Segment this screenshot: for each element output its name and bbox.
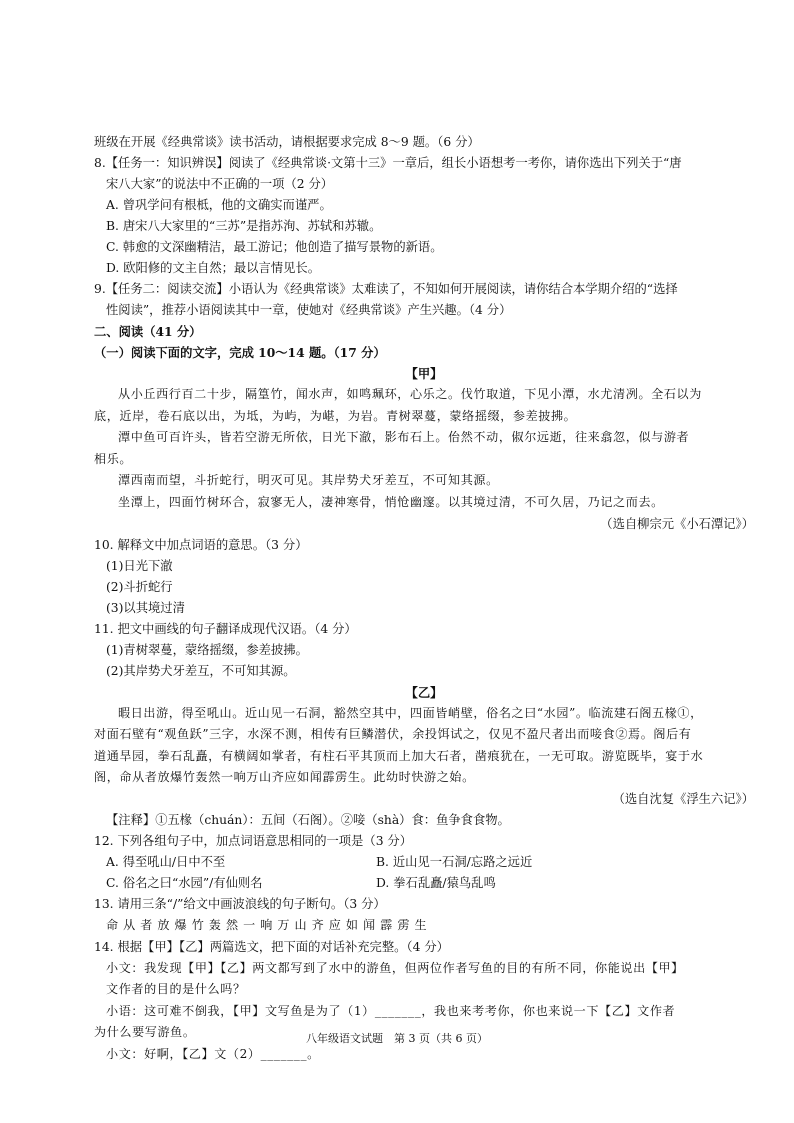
q11-item: (1)青树翠蔓，蒙络摇缀，参差披拂。 xyxy=(106,642,308,657)
q8-option-c: C. 韩愈的文深幽精洁，最工游记；他创造了描写景物的新语。 xyxy=(106,240,443,254)
passage-jia-line: 坐潭上，四面竹树环合，寂寥无人，凄神寒骨，悄怆幽邃。以其境过清，不可久居，乃记之而去。 xyxy=(118,494,664,509)
q9-line1: 9.【任务二：阅读交流】小语认为《经典常谈》太难读了，不知如何开展阅读，请你结合本学期介绍的“选择 xyxy=(94,282,678,296)
q10-item: (1)日光下澈 xyxy=(106,558,173,573)
passage-yi-line: 道通旱园，拳石乱矗，有横阔如掌者，有柱石平其顶而上加大石者，凿痕犹在，一无可取。游览既毕，宴于水 xyxy=(94,748,704,763)
q11-stem: 11. 把文中画线的句子翻译成现代汉语。（4 分） xyxy=(94,621,357,636)
q12-option-a: A. 得至吼山/日中不至 xyxy=(106,854,226,869)
q10-stem: 10. 解释文中加点词语的意思。（3 分） xyxy=(94,537,308,552)
q12-option-d: D. 拳石乱矗/猿鸟乱鸣 xyxy=(376,875,496,890)
q12-row-cd xyxy=(94,873,754,894)
passage-yi-line: 暇日出游，得至吼山。近山见一石洞，豁然空其中，四面皆峭壁，俗名之曰“水园”。临流建石阁五椽①， xyxy=(118,705,703,720)
part-heading-1: （一）阅读下面的文字，完成 10～14 题。（17 分） xyxy=(94,345,386,360)
passage-jia-line: 底，近岸，卷石底以出，为坻，为屿，为嵁，为岩。青树翠蔓，蒙络摇缀，参差披拂。 xyxy=(94,408,577,423)
passage-yi-source: （选自沈复《浮生六记》） xyxy=(612,791,754,806)
q12-row-ab xyxy=(94,852,754,873)
passage-jia-line: 从小丘西行百二十步，隔篁竹，闻水声，如鸣珮环，心乐之。伐竹取道，下见小潭，水尤清冽。全石以为 xyxy=(118,387,702,401)
intro-text: 班级在开展《经典常谈》读书活动，请根据要求完成 8～9 题。（6 分） xyxy=(94,135,480,149)
q14-stem: 14. 根据【甲】【乙】两篇选文，把下面的对话补充完整。（4 分） xyxy=(94,939,449,954)
passage-jia-line: 潭中鱼可百许头，皆若空游无所依，日光下澈，影布石上。佁然不动，俶尔远逝，往来翕忽，似与游者 xyxy=(118,430,690,445)
q8-option-b: B. 唐宋八大家里的“三苏”是指苏洵、苏轼和苏辙。 xyxy=(106,219,382,233)
section-heading-reading: 二、阅读（41 分） xyxy=(94,324,202,339)
q8-option-a: A. 曾巩学问有根柢，他的文确实而谨严。 xyxy=(106,198,332,212)
page-footer: 八年级语文试题 第 3 页（共 6 页） xyxy=(306,1032,488,1045)
q13-stem: 13. 请用三条“/”给文中画波浪线的句子断句。（3 分） xyxy=(94,896,386,911)
q8-option-d: D. 欧阳修的文主自然；最以言情见长。 xyxy=(106,261,320,275)
passage-jia-title: 【甲】 xyxy=(405,366,443,381)
passage-jia-source: （选自柳宗元《小石潭记》） xyxy=(600,516,754,531)
passage-yi-line: 对面石壁有“观鱼跃”三字，水深不测，相传有巨鳞潜伏，余投饵试之，仅见不盈尺者出而唼食②焉。阁后有 xyxy=(94,727,692,742)
q13-sentence: 命 从 者 放 爆 竹 轰 然 一 响 万 山 齐 应 如 闻 霹 雳 生 xyxy=(106,917,428,932)
q14-dialog-line: 小文：我发现【甲】【乙】两文都写到了水中的游鱼，但两位作者写鱼的目的有所不同，你能说出【甲】 xyxy=(106,960,684,975)
q12-option-c: C. 俗名之曰“水园”/有仙则名 xyxy=(106,875,263,890)
q8-stem-line2: 宋八大家”的说法中不正确的一项（2 分） xyxy=(106,177,334,191)
passage-yi-line: 阁，命从者放爆竹轰然一响万山齐应如闻霹雳生。此幼时快游之始。 xyxy=(94,770,475,785)
q9-line2: 性阅读”，推荐小语阅读其中一章，使她对《经典常谈》产生兴趣。（4 分） xyxy=(106,303,512,317)
passage-yi-title: 【乙】 xyxy=(405,684,443,700)
q10-item: (3)以其境过清 xyxy=(106,600,185,615)
q12-option-b: B. 近山见一石洞/忘路之远近 xyxy=(376,854,533,869)
passage-yi-note: 【注释】①五椽（chuán）：五间（石阁）。②唼（shà）食：鱼争食食物。 xyxy=(106,812,510,827)
passage-jia-line: 相乐。 xyxy=(94,451,133,466)
q14-dialog-line: 小语：这可难不倒我，【甲】文写鱼是为了（1）_______，我也来考考你，你也来说一下【乙】文作者 xyxy=(106,1003,676,1018)
passage-jia-line: 潭西南而望，斗折蛇行，明灭可见。其岸势犬牙差互，不可知其源。 xyxy=(118,473,499,488)
q14-dialog-line: 为什么要写游鱼。 xyxy=(94,1025,196,1040)
q14-dialog-line: 小文：好啊，【乙】文（2）_______。 xyxy=(106,1046,320,1061)
q11-item: (2)其岸势犬牙差互，不可知其源。 xyxy=(106,663,296,678)
q14-dialog-line: 文作者的目的是什么吗？ xyxy=(106,982,246,997)
q12-stem: 12. 下列各组句子中，加点词语意思相同的一项是（3 分） xyxy=(94,833,413,848)
q10-item: (2)斗折蛇行 xyxy=(106,579,173,594)
q8-stem-line1: 8.【任务一：知识辨误】阅读了《经典常谈·文第十三》一章后，组长小语想考一考你，请你选出下列关于“唐 xyxy=(94,156,682,170)
